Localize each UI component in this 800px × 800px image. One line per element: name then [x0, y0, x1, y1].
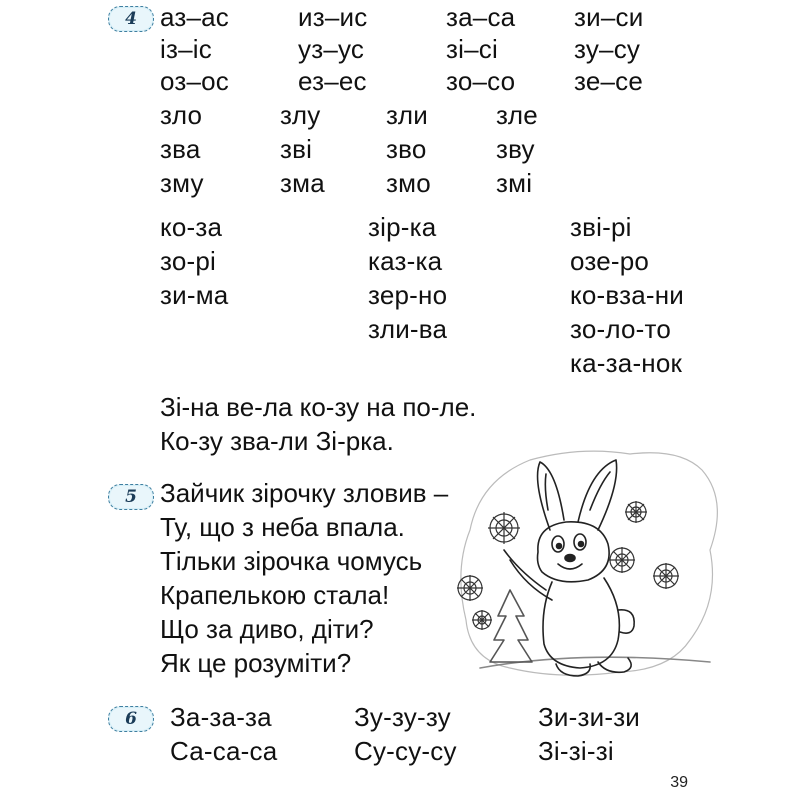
- poem-line: Що за диво, діти?: [160, 614, 374, 644]
- pairs-row: [160, 64, 643, 98]
- syllable: злу: [280, 100, 321, 130]
- exercise-6-badge: [108, 706, 154, 732]
- syllable: зві: [280, 134, 313, 164]
- poem-line: Зайчик зірочку зловив –: [160, 478, 449, 508]
- syllable: зма: [280, 168, 325, 198]
- page-number: 39: [670, 774, 688, 791]
- syllable-pair: зи–си: [574, 2, 644, 32]
- chant-row: [170, 700, 640, 734]
- word: зо-рі: [160, 246, 216, 276]
- word: зві-рі: [570, 212, 632, 242]
- word: ко-за: [160, 212, 223, 242]
- syllable: змо: [386, 168, 431, 198]
- chant: Зи-зи-зи: [538, 702, 641, 732]
- syllable: зво: [386, 134, 427, 164]
- syllable-pair: аз–ас: [160, 2, 230, 32]
- bunny-snowflake-illustration: [440, 440, 730, 690]
- words-row: [160, 312, 671, 346]
- clusters-row: [160, 166, 532, 200]
- exercise-4-badge: [108, 6, 154, 32]
- word: ко-вза-ни: [570, 280, 685, 310]
- syllable-pair: оз–ос: [160, 66, 230, 96]
- syllable: зму: [160, 168, 204, 198]
- syllable: зли: [386, 100, 428, 130]
- syllable-pair: зе–се: [574, 66, 644, 96]
- word: зо-ло-то: [570, 314, 672, 344]
- word: зли-ва: [368, 314, 448, 344]
- exercise-number: 6: [125, 709, 137, 729]
- syllable-pair: за–са: [446, 2, 516, 32]
- poem-line: Тільки зірочка чомусь: [160, 546, 423, 576]
- chant: Су-су-су: [354, 736, 457, 766]
- word: зір-ка: [368, 212, 437, 242]
- word: зер-но: [368, 280, 448, 310]
- syllable-pair: зі–сі: [446, 34, 498, 64]
- chant: За-за-за: [170, 702, 272, 732]
- syllable-pair: из–ис: [298, 2, 368, 32]
- pairs-row: [160, 32, 640, 66]
- words-row: [160, 244, 649, 278]
- clusters-row: [160, 98, 538, 132]
- syllable: зву: [496, 134, 535, 164]
- clusters-row: [160, 132, 535, 166]
- chant: Зі-зі-зі: [538, 736, 614, 766]
- reading-sentence: Ко-зу зва-ли Зі-рка.: [160, 426, 394, 456]
- syllable-pair: ез–ес: [298, 66, 367, 96]
- word: каз-ка: [368, 246, 443, 276]
- chant-row: [170, 734, 614, 768]
- word: озе-ро: [570, 246, 650, 276]
- words-row: [160, 210, 632, 244]
- chant: Зу-зу-зу: [354, 702, 451, 732]
- syllable-pair: зу–су: [574, 34, 641, 64]
- syllable: змі: [496, 168, 533, 198]
- exercise-5-badge: [108, 484, 154, 510]
- chant: Са-са-са: [170, 736, 278, 766]
- words-row: [160, 346, 682, 380]
- poem-line: Крапелькою стала!: [160, 580, 390, 610]
- reading-sentence: Зі-на ве-ла ко-зу на по-ле.: [160, 392, 477, 422]
- syllable: зле: [496, 100, 538, 130]
- word: ка-за-нок: [570, 348, 683, 378]
- syllable-pair: із–іс: [160, 34, 212, 64]
- words-row: [160, 278, 684, 312]
- poem-line: Як це розуміти?: [160, 648, 352, 678]
- pairs-row: [160, 0, 643, 34]
- exercise-number: 5: [125, 487, 137, 507]
- poem-line: Ту, що з неба впала.: [160, 512, 405, 542]
- word: зи-ма: [160, 280, 229, 310]
- exercise-number: 4: [125, 9, 137, 29]
- syllable-pair: уз–ус: [298, 34, 365, 64]
- syllable: зва: [160, 134, 201, 164]
- syllable-pair: зо–со: [446, 66, 516, 96]
- syllable: зло: [160, 100, 203, 130]
